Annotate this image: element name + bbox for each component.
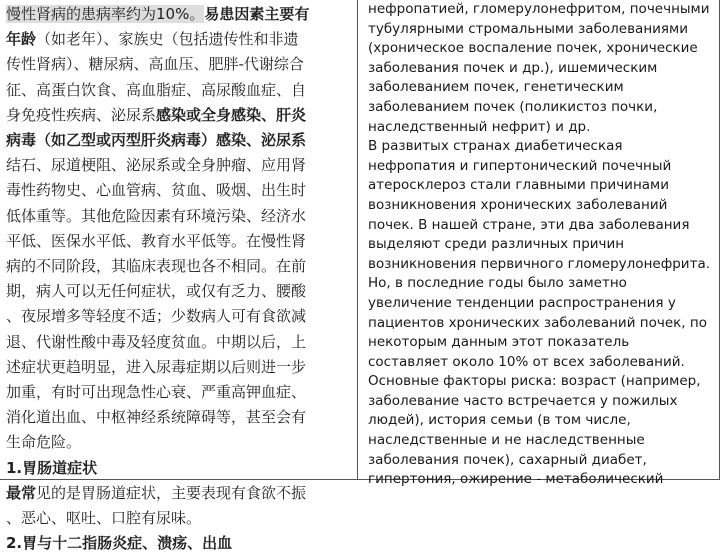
- text-line: 平低、医保水平低、教育水平低等。在慢性肾: [6, 231, 307, 250]
- text-line: 传性肾病）、糖尿病、高血压、肥胖-代谢综合: [6, 55, 304, 74]
- text-line: 年龄（如老年）、家族史（包括遗传性和非遗: [6, 30, 299, 49]
- section-heading: 1.胃肠道症状: [6, 458, 98, 477]
- text-line: 毒性药物史、心血管病、贫血、吸烟、出生时: [6, 181, 307, 200]
- bold-phrase: 最常: [6, 483, 37, 502]
- bold-phrase: 易患因素主要有: [204, 5, 310, 23]
- bold-phrase: 病毒（如乙型或丙型肝炎病毒）感染、泌尿系: [6, 131, 307, 150]
- paragraph: В развитых странах диабетическая нефропатия и гипертонический почечный атеросклероз стали главными причинами возникновения хронических заболеваний почек. В нашей стране, эти два заболевания выделяют среди различных причин возникновения первичного гломерулонефрита. Но, в последние годы было заметно увеличение тенденции распространения у пациентов хронических заболеваний почек, по некоторым данным этот показатель составляет около 10% от всех заболеваний. Основные факторы риска: возраст (например, заболевание часто встречается у пожилых людей), история семьи (в том числе, наследственные и не наследственные заболевания почек), сахарный диабет, гипертония, ожирение - метаболический: [368, 138, 711, 488]
- text-line: 身免疫性疾病、泌尿系感染或全身感染、肝炎: [6, 105, 307, 124]
- text-line: [6, 128, 351, 153]
- text-line: 生命危险。: [6, 433, 82, 452]
- text-line: 病的不同阶段，其临床表现也各不相同。在前: [6, 257, 307, 276]
- text-line: 退、代谢性酸中毒及轻度贫血。中期以后，上: [6, 332, 307, 351]
- paragraph: нефропатией, гломерулонефритом, почечными тубулярными стромальными заболеваниями (хроническое воспаление почек, хронические заболевания почек и др.), ишемическим заболеванием почек, генетическим заболеванием почек (поликистоз почки, наследственный нефрит) и др.: [368, 1, 710, 135]
- text-line: 、夜尿增多等轻度不适；少数病人可有食欲减: [6, 307, 307, 326]
- text-line: 加重，有时可出现急性心衰、严重高钾血症、: [6, 383, 307, 402]
- russian-column: [358, 0, 720, 488]
- text-line: 低体重等。其他危险因素有环境污染、经济水: [6, 206, 307, 225]
- text-line: 慢性肾病的患病率约为10%。易患因素主要有: [6, 5, 310, 23]
- text-line: 结石、尿道梗阻、泌尿系或全身肿瘤、应用肾: [6, 156, 307, 175]
- text-line: 消化道出血、中枢神经系统障碍等，甚至会有: [6, 408, 307, 427]
- text-line: 征、高蛋白饮食、高血脂症、高尿酸血症、自: [6, 80, 307, 99]
- section-heading: 2.胃与十二指肠炎症、溃疡、出血: [6, 534, 233, 553]
- text-line: 最常见的是胃肠道症状，主要表现有食欲不振: [6, 483, 307, 502]
- text-line: 述症状更趋明显，进入尿毒症期以后则进一步: [6, 357, 307, 376]
- text-line: 、恶心、呕吐、口腔有尿味。: [6, 509, 202, 528]
- bold-phrase: 年龄: [6, 30, 37, 49]
- text-line: 期，病人可以无任何症状，或仅有乏力、腰酸: [6, 282, 307, 301]
- chinese-column: [0, 0, 358, 553]
- bold-phrase: 感染或全身感染、肝炎: [156, 105, 307, 124]
